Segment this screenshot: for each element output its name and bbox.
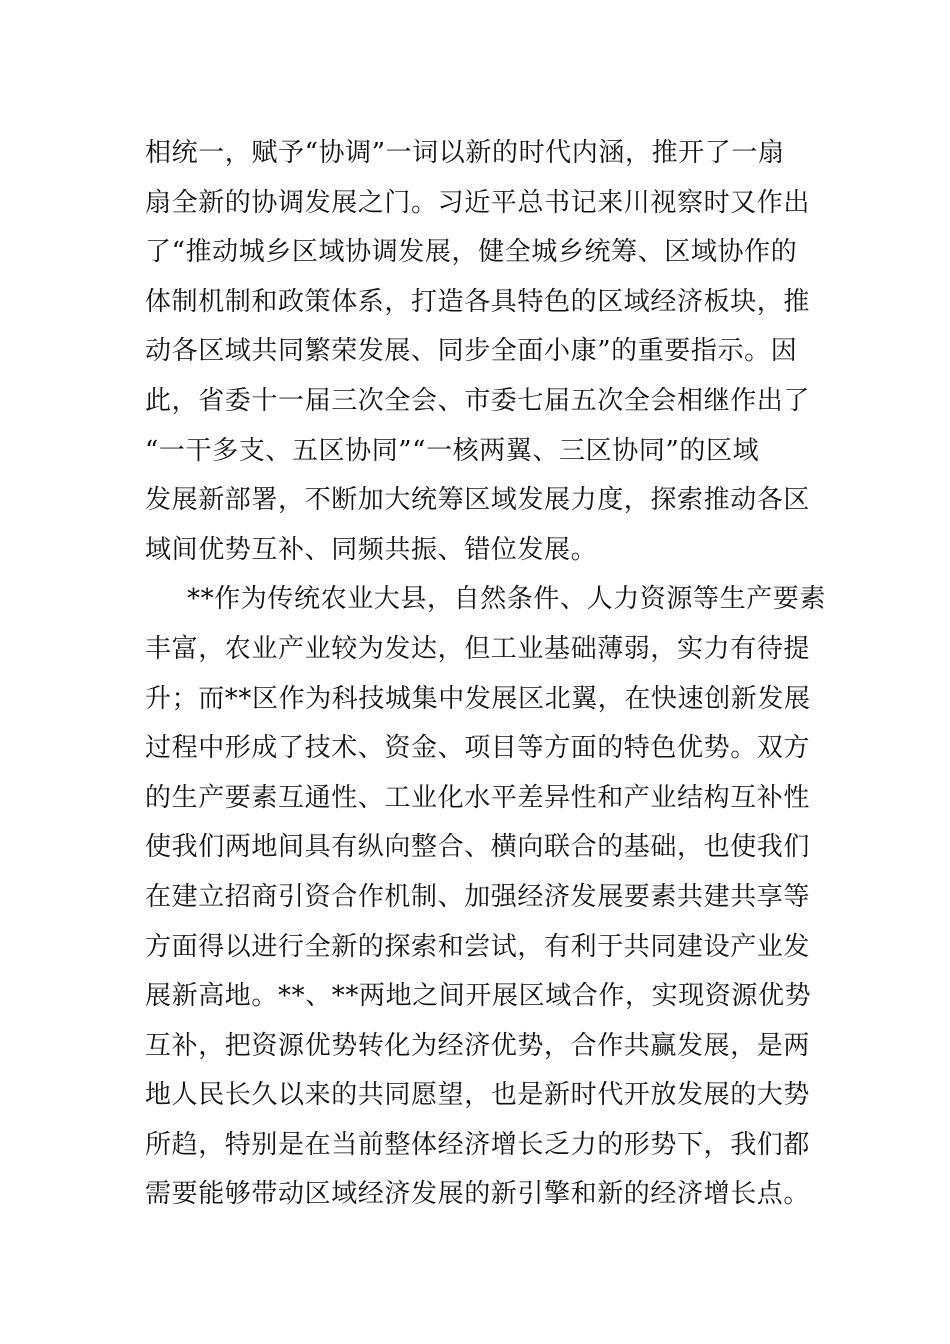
text-line: 互补，把资源优势转化为经济优势，合作共赢发展，是两 [145, 1030, 811, 1061]
text-line: 了“推动城乡区域协调发展，健全城乡统筹、区域协作的 [145, 237, 798, 268]
text-line: 的生产要素互通性、工业化水平差异性和产业结构互补性 [145, 782, 811, 813]
text-line: “一干多支、五区协同”“一核两翼、三区协同”的区域 [145, 435, 760, 466]
text-line: 使我们两地间具有纵向整合、横向联合的基础，也使我们 [145, 832, 811, 863]
text-line: 地人民长久以来的共同愿望，也是新时代开放发展的大势 [145, 1080, 811, 1111]
text-line: 相统一，赋予“协调”一词以新的时代内涵，推开了一扇 [145, 138, 785, 168]
text-line-first-indented: **作为传统农业大县，自然条件、人力资源等生产要素 [187, 584, 827, 615]
text-line: 升；而**区作为科技城集中发展区北翼，在快速创新发展 [145, 683, 811, 714]
document-body [145, 129, 827, 1220]
text-line: 动各区域共同繁荣发展、同步全面小康”的重要指示。因 [145, 336, 798, 367]
text-line: 此，省委十一届三次全会、市委七届五次全会相继作出了 [145, 385, 811, 416]
text-line: 在建立招商引资合作机制、加强经济发展要素共建共享等 [145, 881, 811, 912]
text-line: 丰富，农业产业较为发达，但工业基础薄弱，实力有待提 [145, 633, 811, 664]
text-line: 扇全新的协调发展之门。习近平总书记来川视察时又作出 [145, 187, 811, 218]
text-line: 发展新部署，不断加大统筹区域发展力度，探索推动各区 [145, 485, 811, 516]
text-line: 需要能够带动区域经济发展的新引擎和新的经济增长点。 [145, 1179, 811, 1210]
text-line: 体制机制和政策体系，打造各具特色的区域经济板块，推 [145, 286, 811, 317]
text-line: 过程中形成了技术、资金、项目等方面的特色优势。双方 [145, 733, 811, 764]
text-line: 域间优势互补、同频共振、错位发展。 [145, 534, 598, 565]
paragraph-1 [145, 129, 815, 575]
paragraph-2 [145, 575, 827, 1220]
text-line: 展新高地。**、**两地之间开展区域合作，实现资源优势 [145, 981, 812, 1012]
text-line: 所趋，特别是在当前整体经济增长乏力的形势下，我们都 [145, 1129, 811, 1160]
text-line: 方面得以进行全新的探索和尝试，有利于共同建设产业发 [145, 931, 811, 962]
